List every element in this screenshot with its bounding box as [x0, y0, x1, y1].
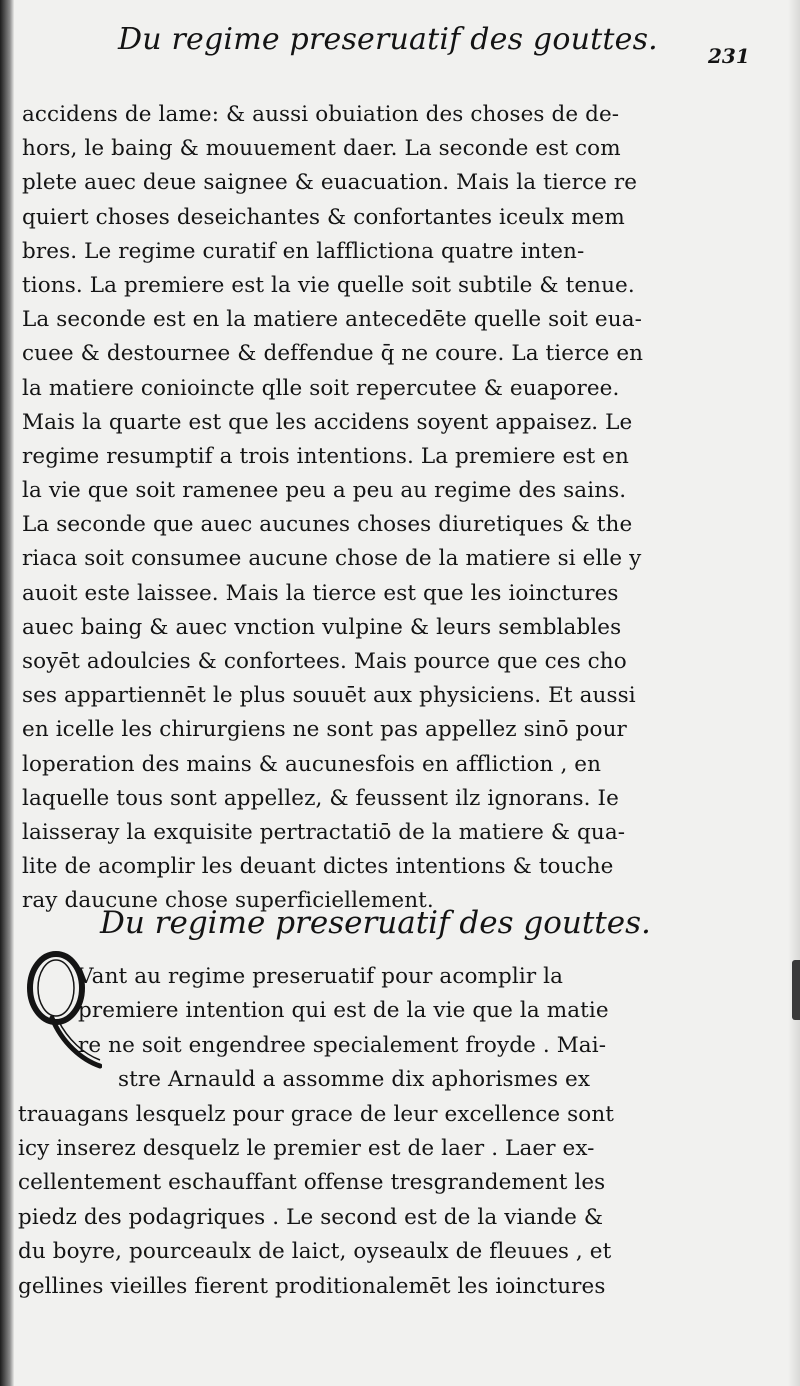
section-heading: Du regime preseruatif des gouttes. — [100, 905, 651, 941]
text-line: gellines vieilles fierent proditionalemēt les ioinctures — [18, 1273, 606, 1299]
text-line: tions. La premiere est la vie quelle soit subtile & tenue. — [22, 272, 635, 298]
text-line: riaca soit consumee aucune chose de la matiere si elle y — [22, 546, 642, 572]
text-line: lite de acomplir les deuant dictes intentions & touche — [22, 854, 614, 880]
text-line: laquelle tous sont appellez, & feussent ilz ignorans. Ie — [22, 785, 619, 811]
text-line: en icelle les chirurgiens ne sont pas appellez sinō pour — [22, 717, 627, 743]
text-line: Vant au regime preseruatif pour acomplir la — [78, 964, 564, 989]
running-head-title: Du regime preseruatif des gouttes. — [118, 22, 658, 57]
main-text-block — [22, 98, 712, 919]
page-left-edge — [0, 0, 14, 1386]
page-right-edge — [788, 0, 800, 1386]
text-line: cuee & destournee & deffendue q̄ ne coure. La tierce en — [22, 341, 644, 367]
text-line: bres. Le regime curatif en lafflictiona quatre inten- — [22, 238, 585, 264]
text-line: auoit este laissee. Mais la tierce est que les ioinctures — [22, 580, 619, 606]
text-line: ray daucune chose superficiellement. — [22, 888, 434, 914]
text-line: quiert choses deseichantes & confortantes iceulx mem — [22, 204, 625, 230]
text-line: hors, le baing & mouuement daer. La seconde est com — [22, 136, 621, 162]
text-line: ses appartiennēt le plus souuēt aux physiciens. Et aussi — [22, 683, 636, 709]
text-line: stre Arnauld a assomme dix aphorismes ex — [118, 1067, 591, 1093]
text-line: la matiere conioincte qlle soit repercutee & euaporee. — [22, 375, 620, 401]
text-line: soyēt adoulcies & confortees. Mais pource que ces cho — [22, 649, 627, 674]
text-line: laisseray la exquisite pertractatiō de la matiere & qua- — [22, 819, 626, 845]
text-line: accidens de lame: & aussi obuiation des choses de de- — [22, 102, 620, 127]
page-tab-marker — [792, 960, 800, 1020]
text-line: piedz des podagriques . Le second est de la viande & — [18, 1204, 604, 1230]
text-line: premiere intention qui est de la vie que la matie — [78, 998, 609, 1024]
page-number: 231 — [708, 44, 750, 68]
text-line: regime resumptif a trois intentions. La premiere est en — [22, 443, 629, 469]
text-line: plete auec deue saignee & euacuation. Mais la tierce re — [22, 170, 638, 196]
text-line: La seconde est en la matiere antecedēte quelle soit eua- — [22, 307, 642, 333]
text-line: Mais la quarte est que les accidens soyent appaisez. Le — [22, 409, 633, 435]
section-text-block — [18, 960, 708, 1304]
text-line: icy inserez desquelz le premier est de laer . Laer ex- — [18, 1135, 595, 1161]
text-line: la vie que soit ramenee peu a peu au regime des sains. — [22, 478, 627, 504]
text-line: cellentement eschauffant offense tresgrandement les — [18, 1170, 606, 1196]
text-line: trauagans lesquelz pour grace de leur excellence sont — [18, 1101, 615, 1127]
text-line: auec baing & auec vnction vulpine & leurs semblables — [22, 614, 622, 640]
text-line: loperation des mains & aucunesfois en affliction , en — [22, 751, 602, 777]
text-line: La seconde que auec aucunes choses diuretiques & the — [22, 512, 633, 538]
text-line: du boyre, pourceaulx de laict, oyseaulx de fleuues , et — [18, 1239, 612, 1265]
text-line: re ne soit engendree specialement froyde . Mai- — [78, 1032, 607, 1058]
